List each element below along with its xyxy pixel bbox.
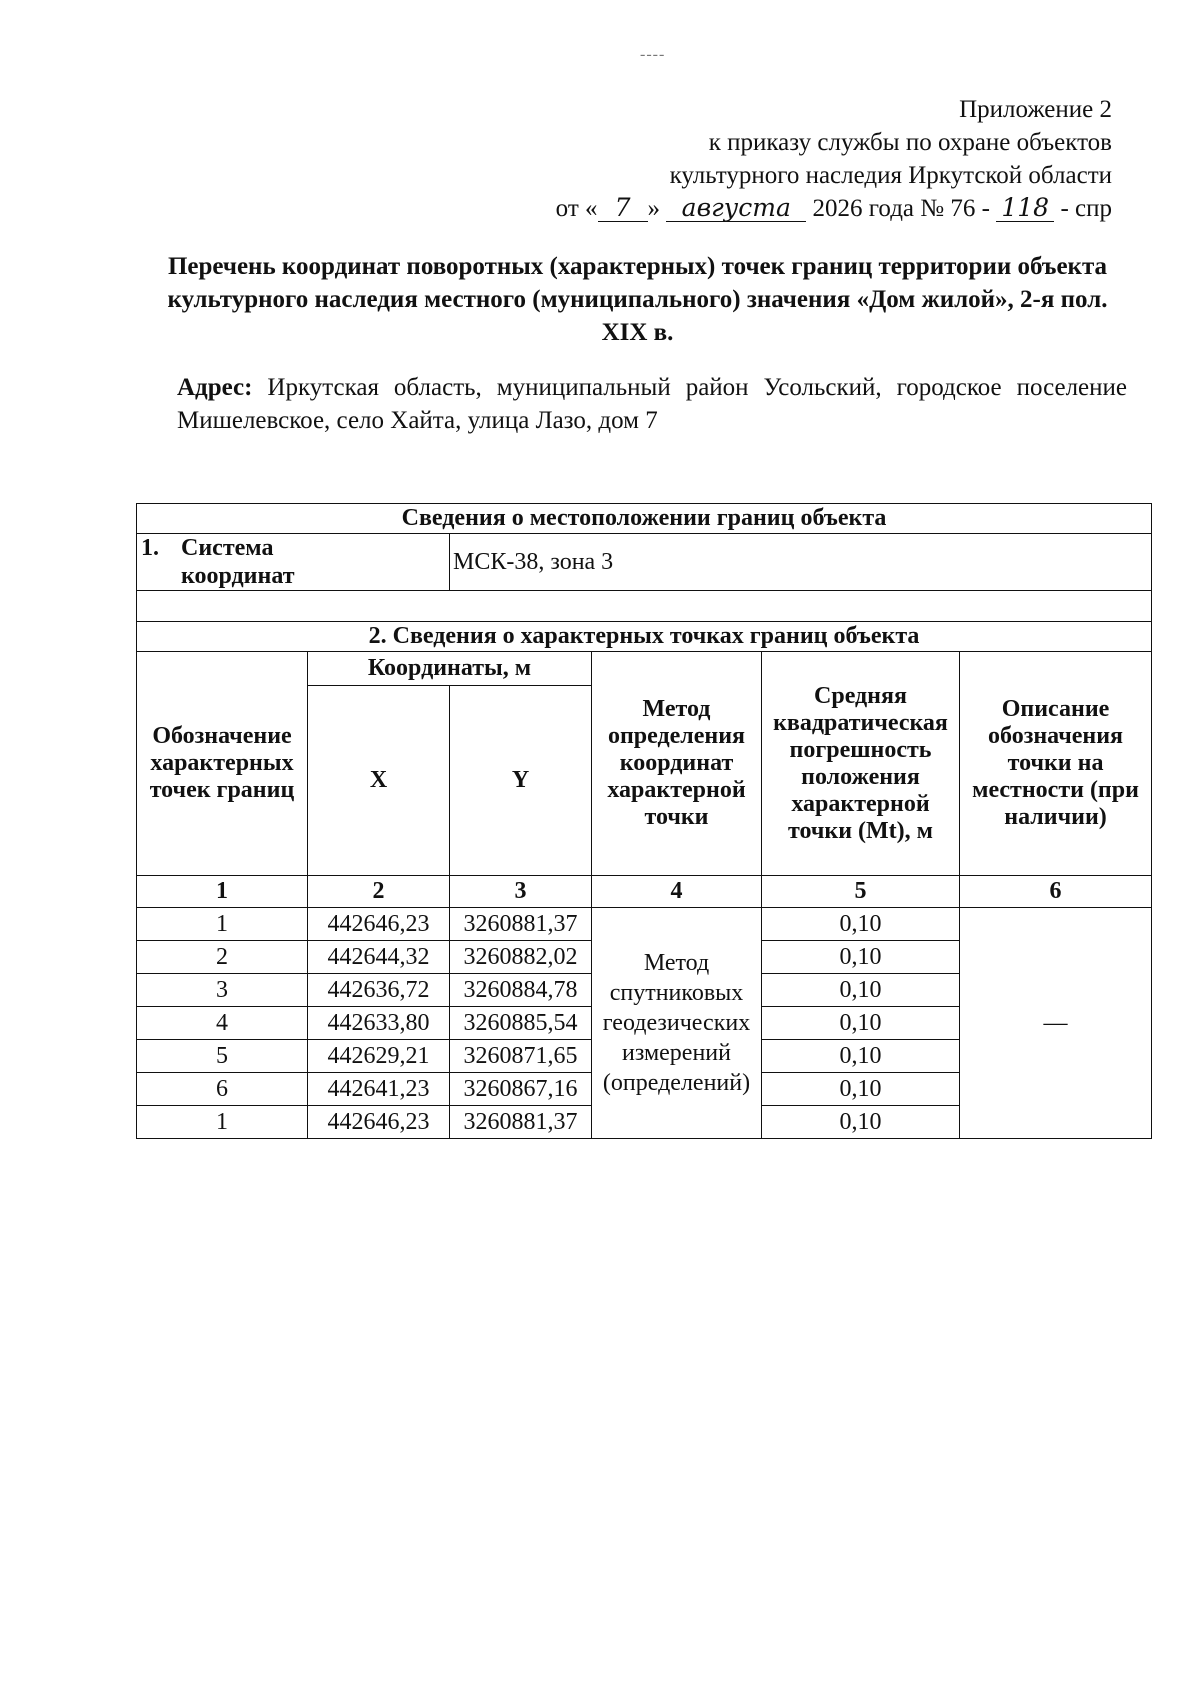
col-number: 6 xyxy=(960,876,1152,908)
appendix-header xyxy=(412,93,1112,225)
point-x: 442636,72 xyxy=(308,974,450,1007)
col-number: 1 xyxy=(137,876,308,908)
system-label-2: координат xyxy=(181,563,295,589)
col-number: 2 xyxy=(308,876,450,908)
table-row xyxy=(137,908,1152,941)
method-cell: Метод спутниковых геодезических измерений (определений) xyxy=(592,908,762,1139)
document-title: Перечень координат поворотных (характерных) точек границ территории объекта культурного наследия местного (муниципального) значения «Дом жилой», 2-я пол. XIX в. xyxy=(167,253,1108,346)
points-title: 2. Сведения о характерных точках границ объекта xyxy=(137,622,1152,652)
boundary-table xyxy=(136,503,1152,1139)
point-x: 442646,23 xyxy=(308,908,450,941)
point-x: 442641,23 xyxy=(308,1073,450,1106)
col-error-header: Средняя квадратическая погрешность положения характерной точки (Mt), м xyxy=(762,652,960,876)
date-suffix: - спр xyxy=(1054,195,1112,222)
col-method-header: Метод определения координат характерной точки xyxy=(592,652,762,876)
point-y: 3260881,37 xyxy=(450,1106,592,1139)
handwritten-number: 118 xyxy=(996,195,1054,222)
point-y: 3260881,37 xyxy=(450,908,592,941)
point-x: 442644,32 xyxy=(308,941,450,974)
col-number: 5 xyxy=(762,876,960,908)
point-y: 3260885,54 xyxy=(450,1007,592,1040)
point-mt: 0,10 xyxy=(762,974,960,1007)
top-mark: ---- xyxy=(640,46,666,63)
point-id: 5 xyxy=(137,1040,308,1073)
description-cell: — xyxy=(960,908,1152,1139)
point-id: 1 xyxy=(137,1106,308,1139)
system-label-cell xyxy=(137,534,450,591)
system-value: МСК-38, зона 3 xyxy=(450,534,1152,591)
point-x: 442646,23 xyxy=(308,1106,450,1139)
col-number: 3 xyxy=(450,876,592,908)
appendix-line-1: Приложение 2 xyxy=(959,96,1112,123)
point-id: 3 xyxy=(137,974,308,1007)
point-mt: 0,10 xyxy=(762,1073,960,1106)
address-label: Адрес: xyxy=(177,374,253,401)
system-number: 1. xyxy=(141,535,159,561)
point-y: 3260871,65 xyxy=(450,1040,592,1073)
point-y: 3260867,16 xyxy=(450,1073,592,1106)
col-number: 4 xyxy=(592,876,762,908)
point-id: 2 xyxy=(137,941,308,974)
point-mt: 0,10 xyxy=(762,1106,960,1139)
blank-row xyxy=(137,591,1152,622)
address-text: Иркутская область, муниципальный район Усольский, городское поселение Мишелевское, село Хайта, улица Лазо, дом 7 xyxy=(177,374,1128,434)
col-coords-header: Координаты, м xyxy=(308,652,592,686)
date-prefix: от « xyxy=(555,195,598,222)
col-x-header: X xyxy=(308,686,450,876)
date-year: 2026 года № 76 - xyxy=(806,195,997,222)
appendix-line-2: к приказу службы по охране объектов xyxy=(708,129,1112,156)
handwritten-month: августа xyxy=(666,195,806,222)
point-mt: 0,10 xyxy=(762,908,960,941)
boundary-table-container xyxy=(136,503,1151,1139)
point-id: 1 xyxy=(137,908,308,941)
section-title: Сведения о местоположении границ объекта xyxy=(137,504,1152,534)
col-descr-header: Описание обозначения точки на местности (при наличии) xyxy=(960,652,1152,876)
appendix-date-line xyxy=(412,192,1112,225)
point-mt: 0,10 xyxy=(762,1007,960,1040)
point-y: 3260882,02 xyxy=(450,941,592,974)
point-id: 6 xyxy=(137,1073,308,1106)
point-y: 3260884,78 xyxy=(450,974,592,1007)
point-mt: 0,10 xyxy=(762,1040,960,1073)
point-x: 442633,80 xyxy=(308,1007,450,1040)
col-designation-header: Обозначение характерных точек границ xyxy=(137,652,308,876)
address-block xyxy=(177,371,1127,437)
point-id: 4 xyxy=(137,1007,308,1040)
point-mt: 0,10 xyxy=(762,941,960,974)
handwritten-day: 7 xyxy=(598,195,648,222)
appendix-line-3: культурного наследия Иркутской области xyxy=(669,162,1112,189)
col-y-header: Y xyxy=(450,686,592,876)
system-label-1: Система xyxy=(181,535,274,561)
date-mid: » xyxy=(647,195,667,222)
point-x: 442629,21 xyxy=(308,1040,450,1073)
